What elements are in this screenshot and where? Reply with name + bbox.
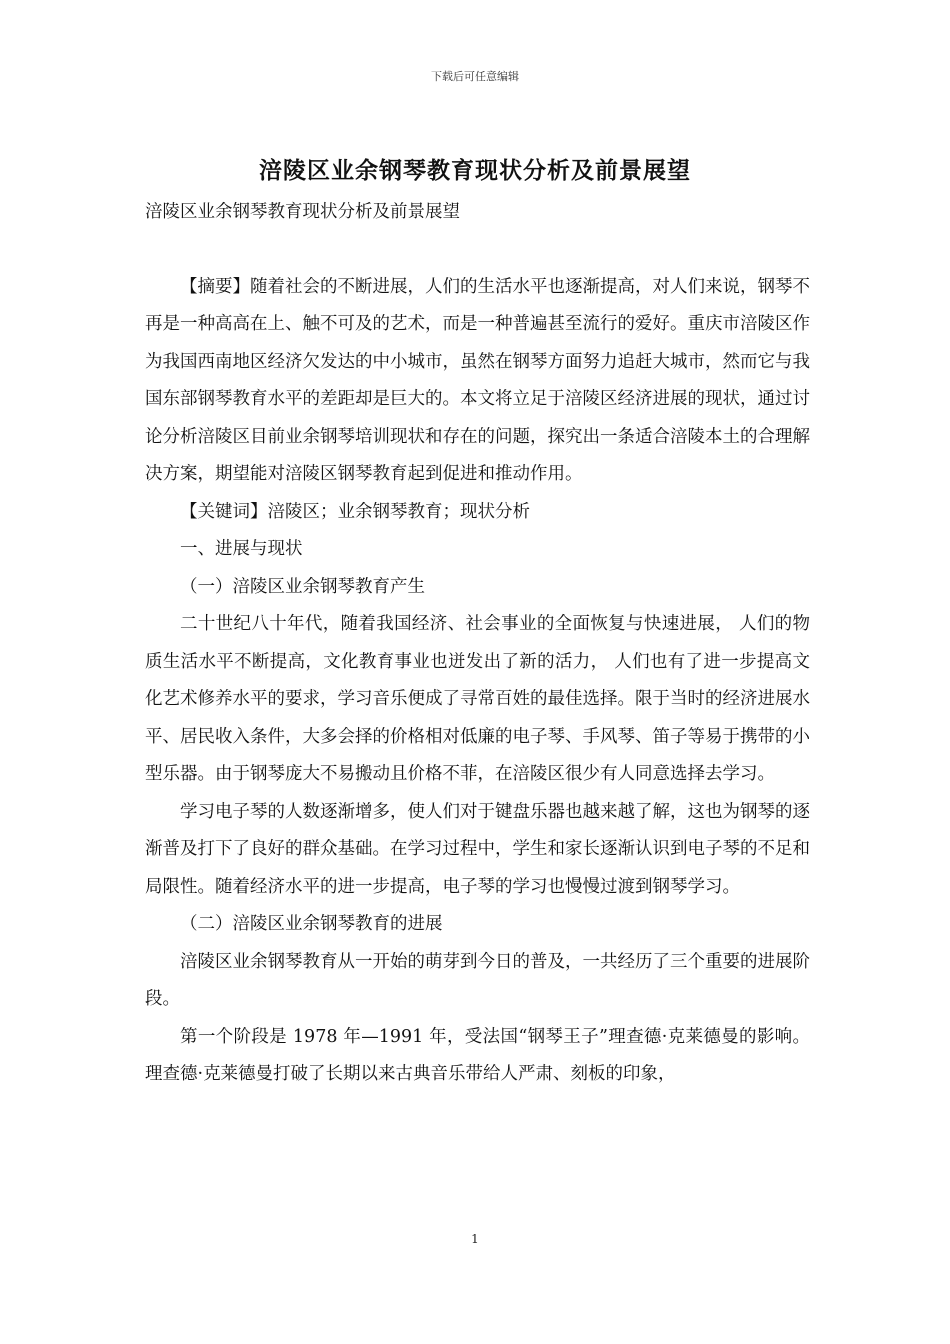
abstract-paragraph: 【摘要】随着社会的不断进展，人们的生活水平也逐渐提高，对人们来说，钢琴不再是一种高高在上、触不可及的艺术，而是一种普遍甚至流行的爱好。重庆市涪陵区作为我国西南地区经济欠发达的中小城市，虽然在钢琴方面努力追赶大城市，然而它与我国东部钢琴教育水平的差距却是巨大的。本文将立足于涪陵区经济进展的现状，通过讨论分析涪陵区目前业余钢琴培训现状和存在的问题，探究出一条适合涪陵本土的合理解决方案，期望能对涪陵区钢琴教育起到促进和推动作用。 — [145, 276, 810, 484]
subsection-heading-1: （一）涪陵区业余钢琴教育产生 — [180, 576, 425, 597]
body-paragraph-4: 第一个阶段是 1978 年—1991 年，受法国“钢琴王子”理查德·克莱德曼的影响。理查德·克莱德曼打破了长期以来古典音乐带给人严肃、刻板的印象， — [145, 1026, 810, 1084]
document-body — [145, 194, 810, 1094]
keywords-line: 【关键词】涪陵区；业余钢琴教育；现状分析 — [180, 501, 530, 522]
body-paragraph-3: 涪陵区业余钢琴教育从一开始的萌芽到今日的普及，一共经历了三个重要的进展阶段。 — [145, 951, 810, 1009]
body-paragraph-1: 二十世纪八十年代，随着我国经济、社会事业的全面恢复与快速进展， 人们的物质生活水平不断提高，文化教育事业也迸发出了新的活力， 人们也有了进一步提高文化艺术修养水平的要求，学习音乐便成了寻常百姓的最佳选择。限于当时的经济进展水平、居民收入条件，大多会择的价格相对低廉的电子琴、手风琴、笛子等易于携带的小型乐器。由于钢琴庞大不易搬动且价格不菲，在涪陵区很少有人同意选择去学习。 — [145, 614, 810, 784]
subsection-heading-2: （二）涪陵区业余钢琴教育的进展 — [180, 914, 443, 934]
body-paragraph-2: 学习电子琴的人数逐渐增多，使人们对于键盘乐器也越来越了解，这也为钢琴的逐渐普及打下了良好的群众基础。在学习过程中，学生和家长逐渐认识到电子琴的不足和局限性。随着经济水平的进一步提高，电子琴的学习也慢慢过渡到钢琴学习。 — [145, 801, 810, 897]
header-note: 下载后可任意编辑 — [431, 70, 519, 83]
page-number: 1 — [471, 1232, 479, 1246]
section-heading-1: 一、进展与现状 — [180, 539, 303, 559]
document-subtitle: 涪陵区业余钢琴教育现状分析及前景展望 — [145, 202, 460, 222]
document-title: 涪陵区业余钢琴教育现状分析及前景展望 — [259, 157, 691, 184]
